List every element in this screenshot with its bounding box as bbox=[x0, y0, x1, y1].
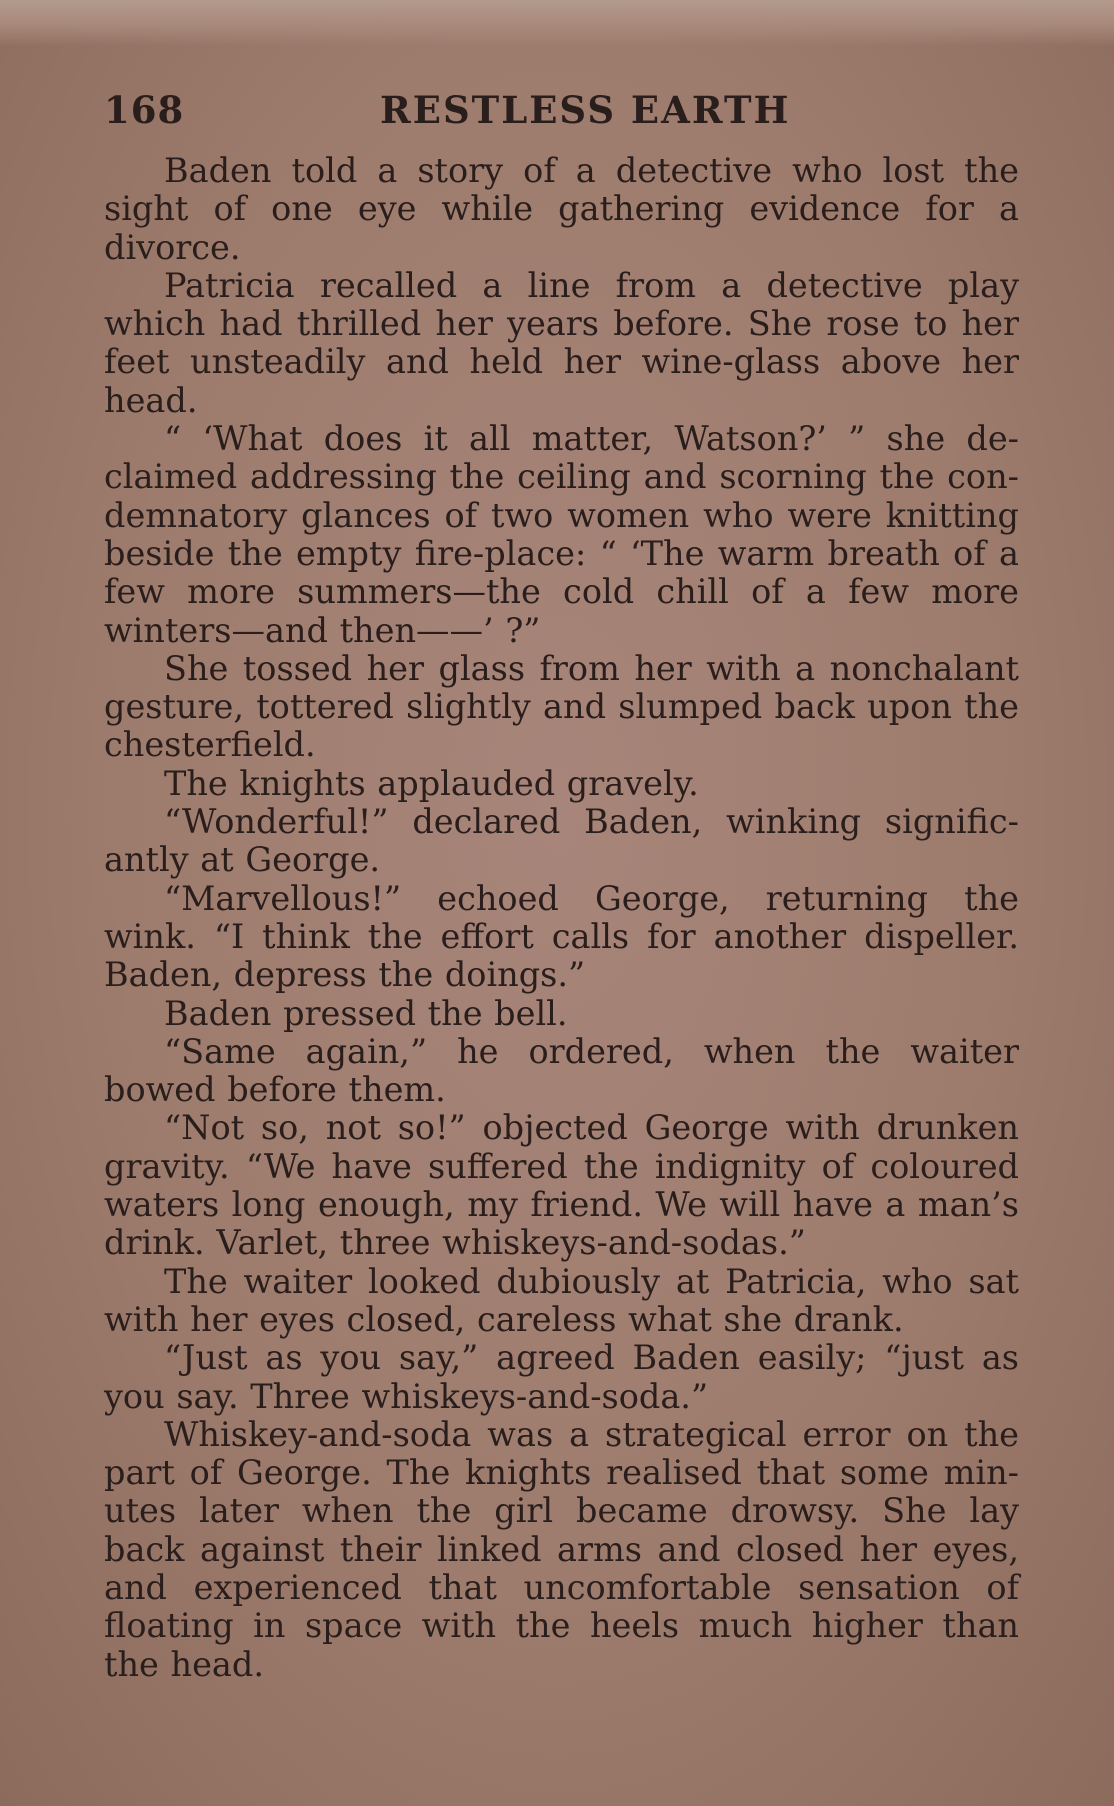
paragraph-8: Baden pressed the bell. bbox=[164, 993, 568, 1033]
paragraph-5: The knights applauded gravely. bbox=[164, 763, 699, 803]
paragraph-4: She tossed her glass from her with a nonchalant gesture, tottered slightly and slumped back upon the chesterfield. bbox=[104, 648, 1019, 765]
paragraph-11: The waiter looked dubiously at Patricia, who sat with her eyes closed, careless what she drank. bbox=[104, 1261, 1019, 1339]
paragraph-3: “ ‘What does it all matter, Watson?’ ” she de-claimed addressing the ceiling and scorning the con-demnatory glances of two women who were knitting beside the empty fire-place: “ ‘The warm breath of a few more summers—the cold chill of a few more winters—and then——’ ?” bbox=[104, 419, 1019, 650]
paragraph-12: “Just as you say,” agreed Baden easily; “just as you say. Three whiskeys-and-soda.” bbox=[104, 1338, 1019, 1416]
paragraph-1: Baden told a story of a detective who lost the sight of one eye while gathering evidence for a divorce. bbox=[104, 151, 1019, 267]
page-top-edge bbox=[0, 0, 1114, 46]
body-text bbox=[104, 152, 1019, 1684]
paragraph-10: “Not so, not so!” objected George with drunken gravity. “We have suffered the indignity of coloured waters long enough, my friend. We will have a man’s drink. Varlet, three whiskeys-and-sodas.” bbox=[104, 1108, 1019, 1263]
paragraph-7: “Marvellous!” echoed George, returning the wink. “I think the effort calls for another dispeller. Baden, depress the doings.” bbox=[104, 878, 1019, 995]
page-header bbox=[104, 88, 1084, 138]
paragraph-6: “Wonderful!” declared Baden, winking signific-antly at George. bbox=[104, 802, 1019, 880]
page-number: 168 bbox=[104, 88, 185, 132]
paragraph-13: Whiskey-and-soda was a strategical error on the part of George. The knights realised that some min-utes later when the girl became drowsy. She lay back against their linked arms and closed her eyes, and experienced that uncomfortable sensation of floating in space with the heels much higher than the head. bbox=[104, 1414, 1019, 1684]
running-title: RESTLESS EARTH bbox=[380, 88, 791, 132]
paragraph-9: “Same again,” he ordered, when the waiter bowed before them. bbox=[104, 1031, 1019, 1110]
paragraph-2: Patricia recalled a line from a detective play which had thrilled her years before. She rose to her feet unsteadily and held her wine-glass above her head. bbox=[104, 265, 1019, 420]
